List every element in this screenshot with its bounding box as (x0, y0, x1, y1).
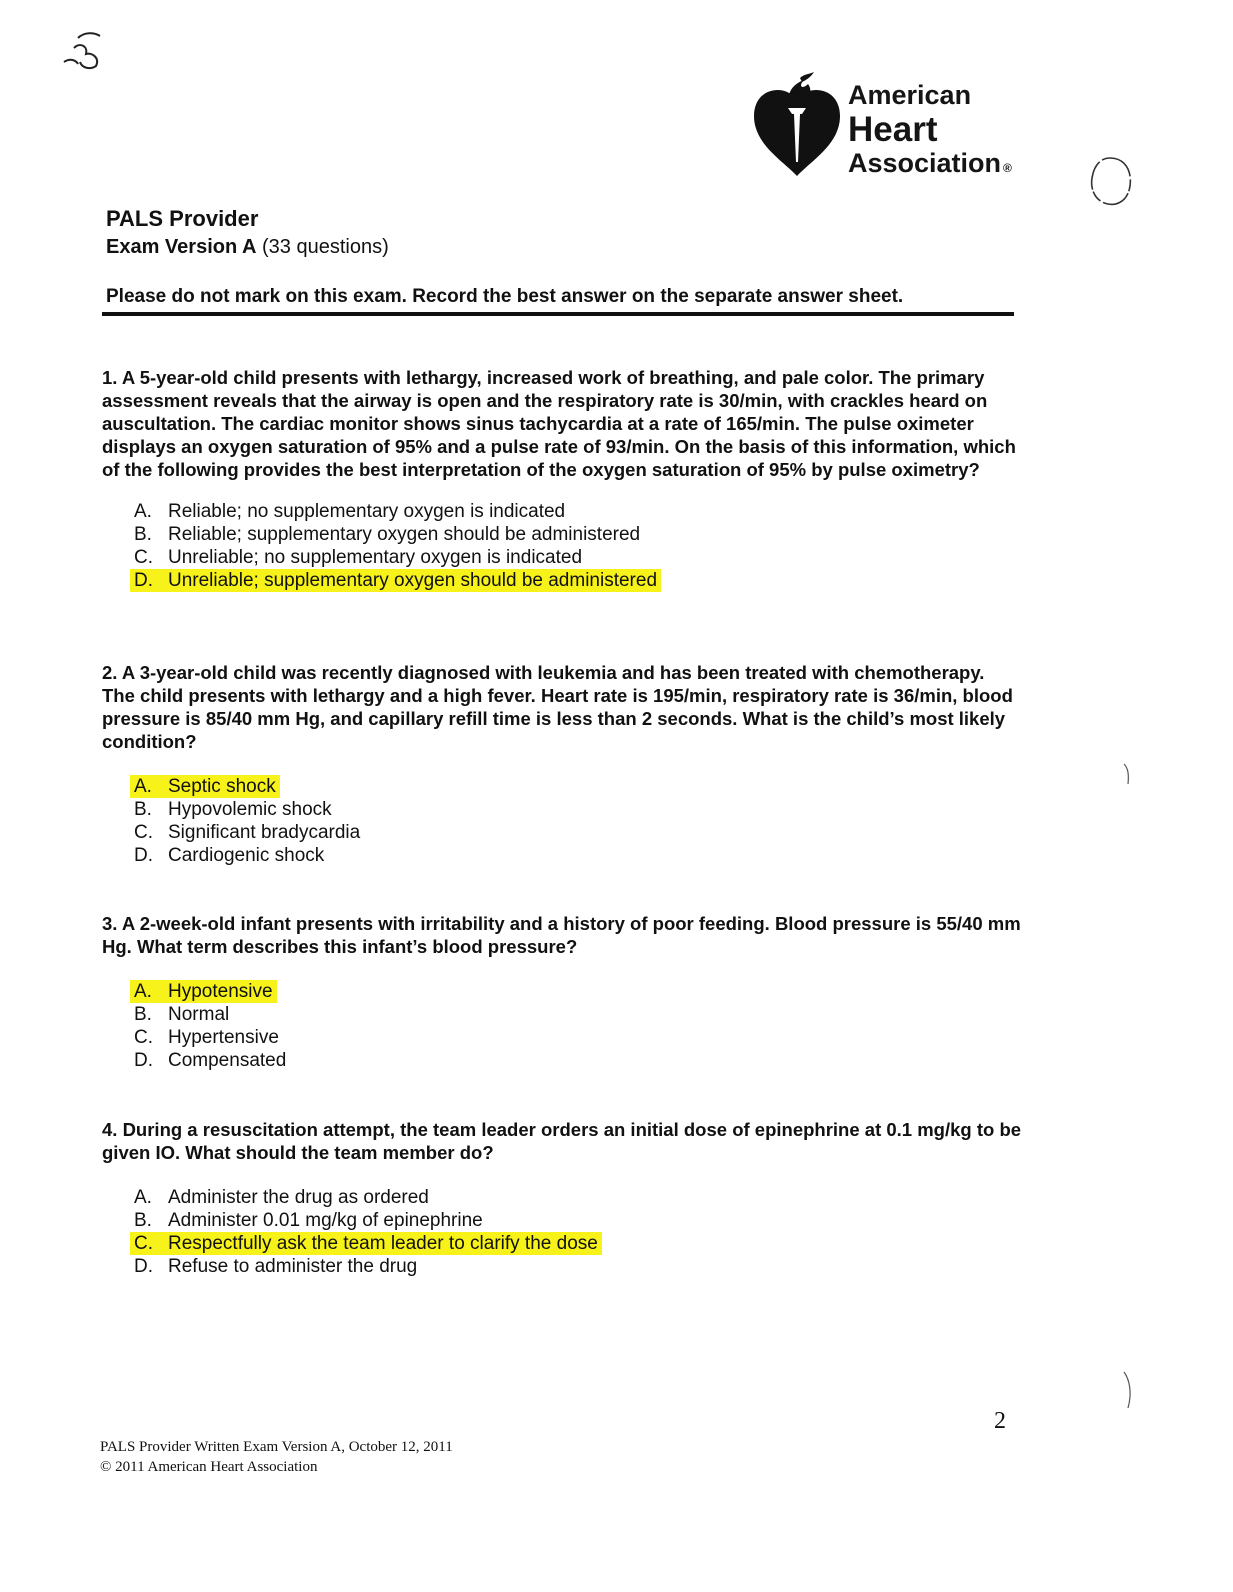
footer-copyright: © 2011 American Heart Association (100, 1459, 318, 1475)
exam-question-count: (33 questions) (256, 236, 389, 258)
exam-version (106, 236, 389, 259)
registered-mark: ® (1003, 161, 1012, 175)
answer-options (134, 500, 1022, 592)
answer-option-highlighted: D. Unreliable; supplementary oxygen should be administered (134, 569, 1022, 592)
question-4 (102, 1118, 1022, 1278)
exam-instruction: Please do not mark on this exam. Record the best answer on the separate answer sheet. (106, 286, 904, 307)
question-text: 1. A 5-year-old child presents with lethargy, increased work of breathing, and pale color. The primary assessment reveals that the airway is open and the respiratory rate is 30/min, with crackles heard on auscultation. The cardiac monitor shows sinus tachycardia at a rate of 165/min. The pulse oximeter displays an oxygen saturation of 95% and a pulse rate of 93/min. On the basis of this information, which of the following provides the best interpretation of the oxygen saturation of 95% by pulse oximetry? (102, 367, 1016, 480)
answer-option: C. Hypertensive (134, 1027, 279, 1048)
aha-logo (752, 72, 1052, 182)
answer-option: A. Reliable; no supplementary oxygen is indicated (134, 501, 566, 522)
logo-line-association: Association (848, 148, 1002, 178)
question-2 (102, 661, 1022, 867)
answer-option: A. Administer the drug as ordered (134, 1187, 429, 1208)
answer-options (134, 775, 1022, 867)
question-text: 3. A 2-week-old infant presents with irritability and a history of poor feeding. Blood pressure is 55/40 mm Hg. What term describes this infant’s blood pressure? (102, 913, 1021, 957)
hole-punch-mark (1086, 154, 1136, 210)
instruction-underline (102, 312, 1014, 316)
question-3 (102, 912, 1022, 1072)
answer-option: B. Administer 0.01 mg/kg of epinephrine (134, 1210, 483, 1231)
exam-title: PALS Provider (106, 206, 259, 231)
answer-option: B. Normal (134, 1004, 230, 1025)
answer-option: B. Reliable; supplementary oxygen should be administered (134, 524, 641, 545)
answer-option: B. Hypovolemic shock (134, 799, 332, 820)
logo-line-american: American (848, 80, 972, 110)
scan-mark-bottom-right (1112, 1370, 1136, 1414)
page-number: 2 (994, 1408, 1006, 1434)
question-text: 2. A 3-year-old child was recently diagnosed with leukemia and has been treated with chemotherapy. The child presents with lethargy and a high fever. Heart rate is 195/min, respiratory rate is 36/min, blood pressure is 85/40 mm Hg, and capillary refill time is less than 2 seconds. What is the child’s most likely condition? (102, 662, 1013, 752)
footer-exam-info: PALS Provider Written Exam Version A, October 12, 2011 (100, 1439, 453, 1455)
answer-option: D. Cardiogenic shock (134, 845, 325, 866)
exam-version-label: Exam Version A (106, 236, 257, 258)
answer-option-highlighted: C. Respectfully ask the team leader to clarify the dose (134, 1232, 1022, 1255)
exam-header (106, 206, 389, 259)
scan-mark-top-left (56, 28, 116, 78)
scan-mark-right (1120, 760, 1134, 790)
answer-option: C. Significant bradycardia (134, 822, 361, 843)
answer-option: C. Unreliable; no supplementary oxygen is indicated (134, 547, 583, 568)
answer-option: D. Refuse to administer the drug (134, 1256, 418, 1277)
question-text: 4. During a resuscitation attempt, the team leader orders an initial dose of epinephrine at 0.1 mg/kg to be given IO. What should the team member do? (102, 1119, 1022, 1163)
answer-option-highlighted: A. Septic shock (134, 775, 1022, 798)
question-1 (102, 366, 1022, 592)
answer-options (134, 1186, 1022, 1278)
logo-line-heart: Heart (848, 110, 938, 149)
answer-options (134, 980, 1022, 1072)
heart-torch-icon (752, 72, 842, 178)
page-footer (100, 1437, 453, 1477)
answer-option-highlighted: A. Hypotensive (134, 980, 1022, 1003)
answer-option: D. Compensated (134, 1050, 287, 1071)
